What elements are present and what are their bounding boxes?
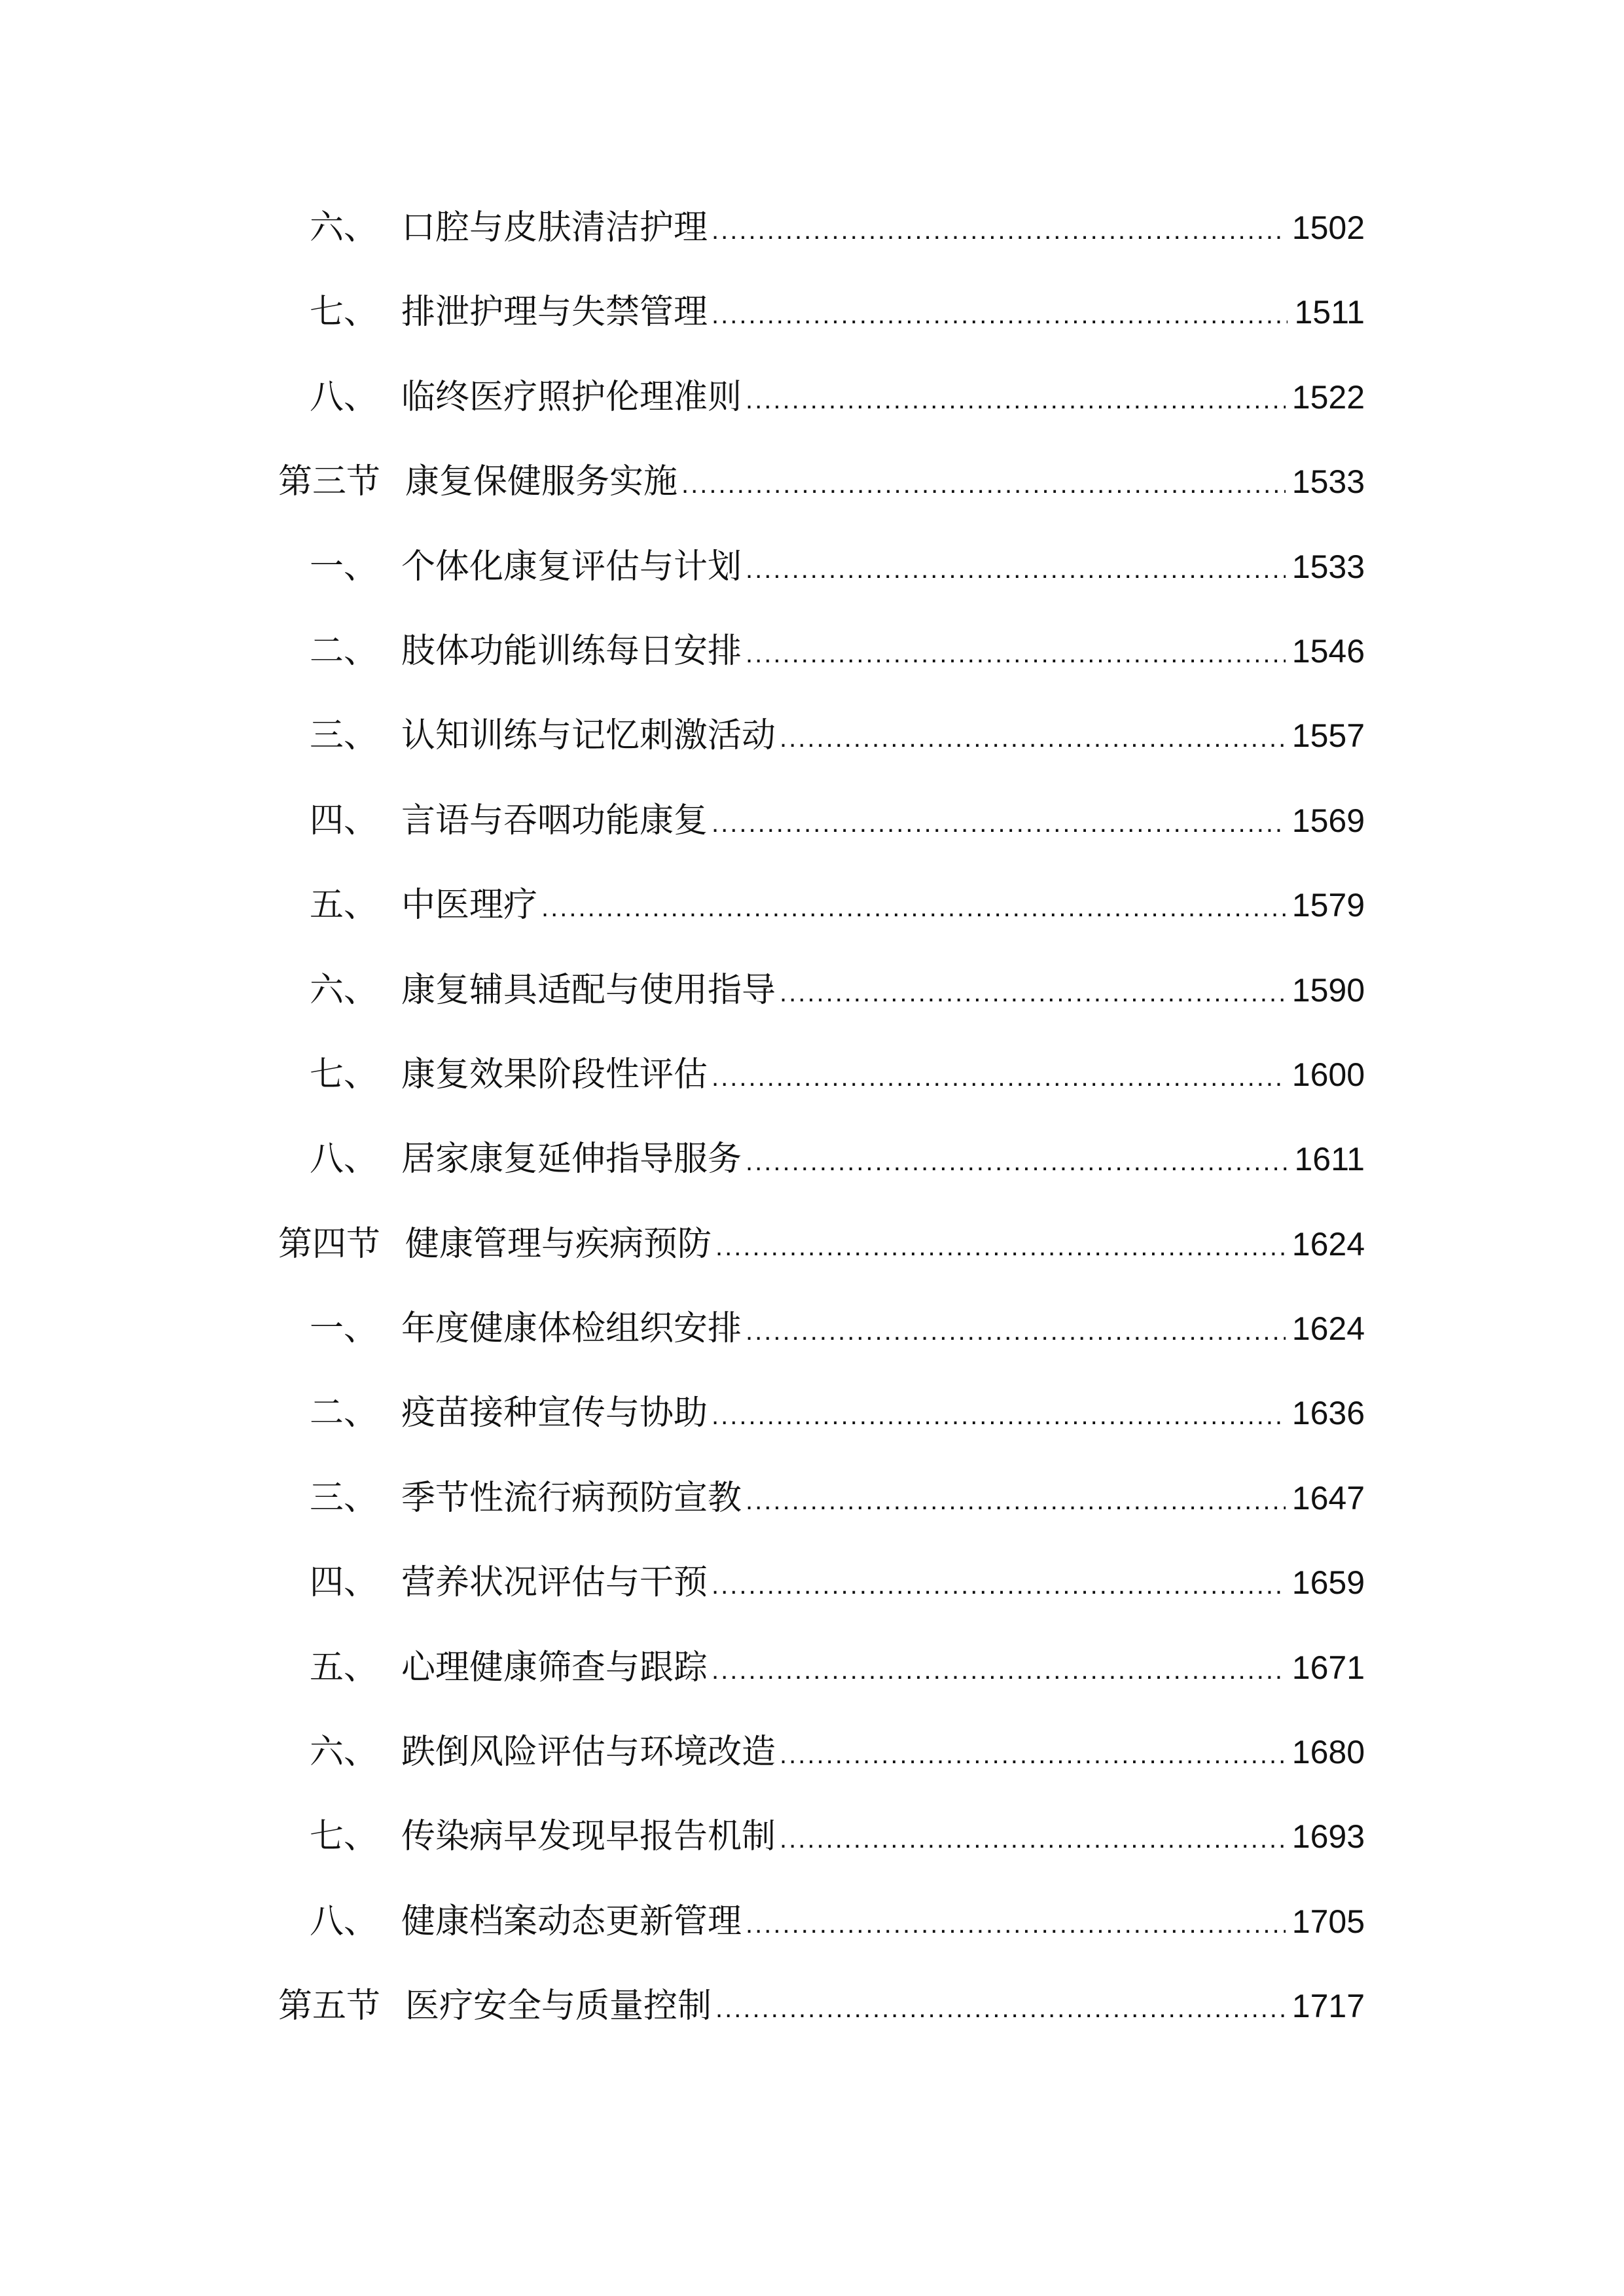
toc-dot-leader — [746, 1149, 1288, 1175]
toc-page-number: 1611 — [1294, 1141, 1365, 1178]
toc-entry-title: 居家康复延伸指导服务 — [401, 1139, 742, 1179]
toc-entry-number: 第五节 — [278, 1986, 381, 2026]
toc-entry-number: 七、 — [310, 1054, 378, 1094]
toc-entry-title: 认知训练与记忆刺激活动 — [401, 716, 776, 756]
toc-entry-number: 八、 — [310, 377, 378, 417]
toc-page-number: 1624 — [1291, 1225, 1365, 1263]
toc-entry-title: 健康管理与疾病预防 — [405, 1224, 712, 1264]
toc-subsection-entry[interactable] — [278, 1647, 1365, 1735]
toc-entry-number: 六、 — [310, 970, 378, 1010]
toc-entry-title: 年度健康体检组织安排 — [401, 1309, 742, 1349]
toc-subsection-entry[interactable] — [278, 547, 1365, 634]
toc-page-number: 1705 — [1291, 1903, 1365, 1940]
toc-dot-leader — [712, 1064, 1286, 1090]
toc-entry-number: 二、 — [310, 1393, 378, 1433]
toc-dot-leader — [715, 1234, 1286, 1260]
toc-subsection-entry[interactable] — [278, 970, 1365, 1058]
toc-page-number: 1546 — [1291, 632, 1365, 670]
toc-page-number: 1717 — [1291, 1988, 1365, 2025]
toc-dot-leader — [746, 556, 1286, 583]
toc-dot-leader — [780, 725, 1286, 751]
toc-subsection-entry[interactable] — [278, 1817, 1365, 1904]
toc-entry-title: 中医理疗 — [401, 886, 538, 925]
toc-subsection-entry[interactable] — [278, 1563, 1365, 1650]
toc-dot-leader — [746, 1488, 1286, 1514]
toc-entry-title: 肢体功能训练每日安排 — [401, 631, 742, 671]
toc-subsection-entry[interactable] — [278, 1054, 1365, 1142]
toc-dot-leader — [780, 1742, 1286, 1768]
toc-subsection-entry[interactable] — [278, 1139, 1365, 1227]
toc-page-number: 1533 — [1291, 548, 1365, 585]
toc-subsection-entry[interactable] — [278, 1393, 1365, 1480]
toc-entry-title: 言语与吞咽功能康复 — [401, 800, 708, 840]
toc-entry-number: 第三节 — [278, 462, 381, 502]
toc-entry-title: 传染病早发现早报告机制 — [401, 1817, 776, 1857]
toc-dot-leader — [780, 980, 1286, 1006]
toc-entry-title: 跌倒风险评估与环境改造 — [401, 1732, 776, 1772]
toc-dot-leader — [681, 471, 1286, 497]
toc-page-number: 1569 — [1291, 802, 1365, 839]
toc-entry-title: 个体化康复评估与计划 — [401, 547, 742, 586]
toc-page-number: 1647 — [1291, 1479, 1365, 1516]
toc-page-number: 1624 — [1291, 1310, 1365, 1348]
toc-dot-leader — [712, 1403, 1286, 1429]
toc-entry-title: 疫苗接种宣传与协助 — [401, 1393, 708, 1433]
toc-subsection-entry[interactable] — [278, 716, 1365, 803]
toc-entry-title: 心理健康筛查与跟踪 — [401, 1647, 708, 1687]
toc-page-number: 1600 — [1291, 1056, 1365, 1093]
toc-dot-leader — [746, 387, 1286, 413]
toc-subsection-entry[interactable] — [278, 631, 1365, 719]
toc-subsection-entry[interactable] — [278, 1478, 1365, 1566]
toc-entry-number: 八、 — [310, 1901, 378, 1941]
toc-subsection-entry[interactable] — [278, 1309, 1365, 1396]
toc-entry-number: 一、 — [310, 547, 378, 586]
toc-entry-title: 康复辅具适配与使用指导 — [401, 970, 776, 1010]
toc-entry-title: 临终医疗照护伦理准则 — [401, 377, 742, 417]
toc-page-number: 1636 — [1291, 1395, 1365, 1432]
toc-entry-number: 一、 — [310, 1309, 378, 1349]
table-of-contents — [278, 208, 1365, 2074]
toc-subsection-entry[interactable] — [278, 1901, 1365, 1989]
toc-page-number: 1502 — [1291, 209, 1365, 246]
toc-entry-number: 三、 — [310, 716, 378, 756]
toc-subsection-entry[interactable] — [278, 1732, 1365, 1820]
toc-section-entry[interactable] — [278, 1986, 1365, 2073]
toc-page-number: 1590 — [1291, 971, 1365, 1009]
toc-dot-leader — [780, 1826, 1286, 1852]
toc-page-number: 1533 — [1291, 463, 1365, 501]
toc-dot-leader — [712, 217, 1286, 243]
toc-subsection-entry[interactable] — [278, 377, 1365, 465]
toc-entry-title: 康复保健服务实施 — [405, 462, 678, 502]
toc-dot-leader — [746, 1911, 1286, 1937]
toc-entry-number: 八、 — [310, 1139, 378, 1179]
toc-entry-number: 七、 — [310, 1817, 378, 1857]
toc-section-entry[interactable] — [278, 1224, 1365, 1312]
toc-dot-leader — [712, 302, 1288, 328]
toc-subsection-entry[interactable] — [278, 800, 1365, 888]
toc-subsection-entry[interactable] — [278, 208, 1365, 295]
toc-dot-leader — [712, 810, 1286, 836]
toc-dot-leader — [746, 641, 1286, 667]
toc-entry-number: 第四节 — [278, 1224, 381, 1264]
toc-page-number: 1680 — [1291, 1734, 1365, 1771]
toc-page-number: 1659 — [1291, 1564, 1365, 1602]
toc-dot-leader — [541, 895, 1286, 921]
toc-section-entry[interactable] — [278, 462, 1365, 549]
toc-entry-number: 五、 — [310, 886, 378, 925]
toc-entry-number: 四、 — [310, 1563, 378, 1603]
toc-entry-title: 季节性流行病预防宣教 — [401, 1478, 742, 1518]
toc-entry-number: 七、 — [310, 293, 378, 332]
toc-subsection-entry[interactable] — [278, 295, 1365, 380]
toc-entry-number: 四、 — [310, 800, 378, 840]
toc-entry-number: 五、 — [310, 1647, 378, 1687]
toc-page-number: 1557 — [1291, 717, 1365, 755]
toc-page-number: 1522 — [1291, 378, 1365, 416]
toc-page-number: 1671 — [1291, 1649, 1365, 1686]
toc-dot-leader — [712, 1657, 1286, 1683]
toc-entry-number: 三、 — [310, 1478, 378, 1518]
toc-entry-number: 六、 — [310, 208, 378, 247]
toc-dot-leader — [712, 1572, 1286, 1598]
toc-entry-title: 医疗安全与质量控制 — [405, 1986, 712, 2026]
toc-entry-number: 二、 — [310, 631, 378, 671]
toc-entry-title: 口腔与皮肤清洁护理 — [401, 208, 708, 247]
toc-entry-title: 康复效果阶段性评估 — [401, 1054, 708, 1094]
toc-page-number: 1693 — [1291, 1818, 1365, 1856]
toc-subsection-entry[interactable] — [278, 888, 1365, 973]
toc-entry-title: 健康档案动态更新管理 — [401, 1901, 742, 1941]
toc-page-number: 1579 — [1291, 887, 1365, 924]
toc-page-number: 1511 — [1294, 294, 1365, 331]
toc-entry-number: 六、 — [310, 1732, 378, 1772]
toc-dot-leader — [715, 1996, 1286, 2022]
toc-dot-leader — [746, 1318, 1286, 1344]
toc-entry-title: 营养状况评估与干预 — [401, 1563, 708, 1603]
toc-entry-title: 排泄护理与失禁管理 — [401, 293, 708, 332]
